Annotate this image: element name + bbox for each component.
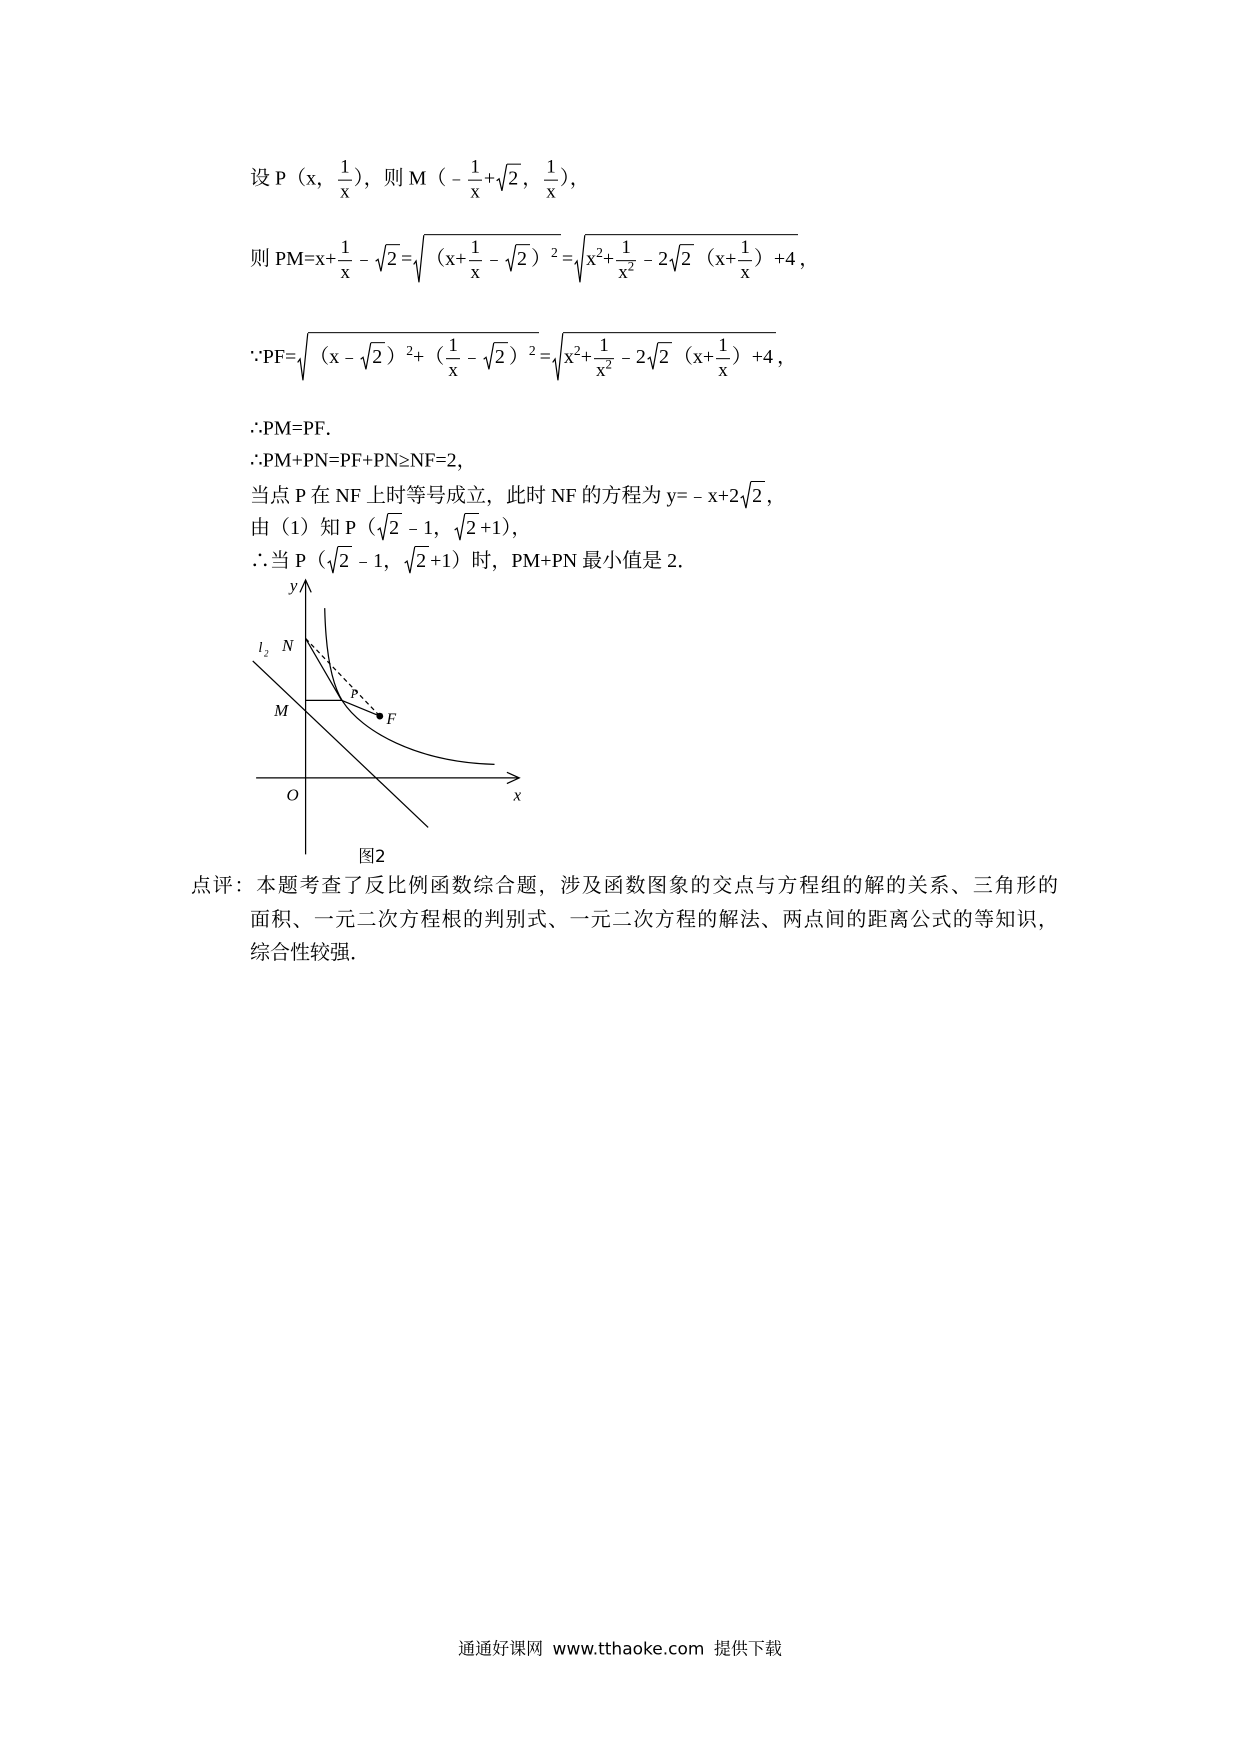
- math-text: 2: [372, 346, 383, 369]
- math-text: 由（1）知 P（: [250, 517, 377, 539]
- math-text: x: [448, 360, 458, 381]
- label-l: l: [258, 639, 263, 656]
- math-text: （x+: [672, 346, 715, 369]
- radical-sign: [454, 513, 465, 541]
- comment-label: 点评：: [191, 875, 257, 897]
- square-root: [360, 342, 385, 370]
- math-text: x: [718, 360, 728, 381]
- math-text: 1: [340, 156, 350, 178]
- radicand: [386, 244, 400, 272]
- fraction: [544, 157, 558, 204]
- radical-icon: [375, 244, 386, 272]
- comment-line-2: [250, 907, 1058, 933]
- math-text: +: [580, 346, 592, 369]
- math-text: 2: [658, 346, 669, 369]
- math-text: 设 P（x，: [250, 167, 337, 190]
- square-root: [454, 513, 479, 541]
- radicand: [751, 481, 765, 509]
- radical-icon: [360, 342, 371, 370]
- fraction-denominator: [338, 181, 352, 204]
- math-text: +: [602, 248, 615, 271]
- fraction-numerator: [468, 157, 482, 181]
- square-root: [740, 481, 765, 509]
- math-text: （x﹣: [309, 346, 360, 369]
- math-text: ），则 M（﹣: [353, 167, 467, 190]
- fraction-numerator: [544, 157, 558, 181]
- fraction-denominator: [738, 261, 752, 284]
- figure-2-graph: [247, 571, 534, 869]
- fraction: [338, 237, 352, 284]
- math-text: x: [340, 262, 350, 283]
- math-text: =: [561, 248, 574, 271]
- fraction: [338, 157, 352, 204]
- radicand: [388, 513, 402, 541]
- math-text: x: [470, 181, 480, 203]
- math-text: ）+4: [731, 346, 773, 369]
- square-root: [377, 513, 402, 541]
- radical-sign: [505, 244, 516, 272]
- math-text: +（: [413, 346, 445, 369]
- math-text: 1: [546, 156, 556, 178]
- square-root: [505, 244, 530, 272]
- math-text: 1: [621, 237, 631, 259]
- math-text: 2: [517, 248, 528, 271]
- fraction-numerator: [446, 335, 460, 359]
- fraction: [616, 237, 636, 284]
- math-text: ﹣2: [638, 248, 669, 271]
- math-text: ∴当 P（: [250, 550, 327, 572]
- square-root: [327, 546, 352, 574]
- radical-icon: [740, 481, 751, 509]
- math-text: ）: [508, 346, 529, 369]
- math-text: ，: [777, 346, 797, 369]
- square-root: [413, 234, 561, 284]
- label-x: x: [513, 785, 522, 805]
- fraction-denominator: [594, 356, 614, 382]
- radicand: [308, 332, 538, 382]
- comment-line-3: [250, 940, 370, 966]
- label-p: P: [350, 687, 359, 702]
- math-text: ﹣1，: [403, 517, 454, 539]
- line-l2: [253, 661, 428, 827]
- radical-sign: [574, 234, 585, 284]
- radical-sign: [740, 481, 751, 509]
- fraction-denominator: [616, 258, 636, 284]
- radicand: [494, 342, 508, 370]
- radicand: [371, 342, 385, 370]
- math-text: 1: [599, 335, 609, 357]
- radical-sign: [669, 244, 680, 272]
- radical-icon: [483, 342, 494, 370]
- math-text: ﹣1，: [353, 550, 404, 572]
- superscript: 2: [596, 244, 603, 260]
- math-text: ，: [522, 167, 543, 190]
- math-text: 2: [339, 550, 350, 572]
- math-text: 2: [508, 167, 519, 190]
- label-l-subscript: 2: [263, 648, 269, 659]
- math-text: 则 PM=x+: [250, 248, 337, 271]
- radical-icon: [413, 234, 424, 284]
- radical-icon: [505, 244, 516, 272]
- superscript: 2: [627, 258, 635, 274]
- math-text: x: [340, 181, 350, 203]
- math-text: 2: [386, 248, 397, 271]
- math-text: ∴PM+PN=PF+PN≥NF=2，: [250, 449, 477, 472]
- comment-text: 综合性较强．: [250, 942, 370, 964]
- fraction-denominator: [468, 181, 482, 204]
- math-text: ﹣: [461, 346, 482, 369]
- radicand: [585, 234, 798, 284]
- solution-line-1: [250, 157, 590, 204]
- segment-nf-dashed: [306, 638, 380, 716]
- label-y: y: [289, 576, 298, 596]
- math-text: ∴PM=PF．: [250, 417, 346, 440]
- fraction-numerator: [338, 157, 352, 181]
- solution-line-8: [250, 546, 697, 574]
- radical-sign: [377, 513, 388, 541]
- math-text: 1: [470, 156, 480, 178]
- math-text: 2: [681, 248, 692, 271]
- math-text: ），: [559, 167, 590, 190]
- radicand: [563, 332, 776, 382]
- math-text: 1: [718, 335, 728, 357]
- math-text: ﹣2: [615, 346, 646, 369]
- math-text: x: [618, 262, 628, 283]
- superscript: 2: [528, 342, 536, 358]
- radicand: [465, 513, 479, 541]
- radical-icon: [552, 332, 563, 382]
- fraction-numerator: [738, 237, 752, 261]
- radical-sign: [404, 546, 415, 574]
- math-text: 2: [389, 517, 400, 539]
- point-f: [376, 713, 383, 720]
- square-root: [574, 234, 798, 284]
- fraction-denominator: [544, 181, 558, 204]
- radical-sign: [327, 546, 338, 574]
- math-text: =: [400, 248, 413, 271]
- solution-line-3: [250, 332, 797, 382]
- solution-line-4: [250, 417, 345, 442]
- solution-line-7: [250, 513, 531, 541]
- square-root: [404, 546, 429, 574]
- fraction-numerator: [338, 237, 352, 261]
- fraction: [716, 335, 730, 382]
- fraction: [594, 335, 614, 382]
- square-root: [552, 332, 776, 382]
- radicand: [658, 342, 672, 370]
- figure-caption: 图2: [358, 846, 386, 867]
- superscript: 2: [605, 356, 612, 372]
- math-text: ﹣: [353, 248, 374, 271]
- math-text: x: [586, 248, 597, 271]
- math-text: 2: [416, 550, 427, 572]
- math-text: ）+4: [753, 248, 796, 271]
- radical-sign: [483, 342, 494, 370]
- radicand: [338, 546, 352, 574]
- radical-icon: [297, 332, 308, 382]
- fraction-denominator: [716, 359, 730, 382]
- fraction: [446, 335, 460, 382]
- math-text: 2: [494, 346, 505, 369]
- math-text: x: [546, 181, 556, 203]
- radicand: [680, 244, 694, 272]
- radical-icon: [669, 244, 680, 272]
- radical-icon: [496, 164, 507, 192]
- solution-line-5: [250, 449, 477, 474]
- radical-sign: [360, 342, 371, 370]
- square-root: [669, 244, 694, 272]
- radical-icon: [404, 546, 415, 574]
- superscript: 2: [551, 244, 558, 260]
- radical-sign: [647, 342, 658, 370]
- square-root: [496, 164, 521, 192]
- math-text: +1），: [480, 517, 532, 539]
- radicand: [415, 546, 429, 574]
- square-root: [297, 332, 538, 382]
- math-text: 2: [752, 485, 763, 507]
- radical-sign: [413, 234, 424, 284]
- square-root: [375, 244, 400, 272]
- radical-icon: [574, 234, 585, 284]
- math-text: 2: [466, 517, 477, 539]
- fraction: [469, 237, 483, 284]
- math-text: 1: [340, 237, 350, 259]
- math-text: ，: [766, 485, 787, 507]
- fraction-denominator: [469, 261, 483, 284]
- label-n: N: [281, 635, 294, 655]
- math-text: ∵PF=: [250, 346, 297, 369]
- label-f: F: [386, 710, 397, 728]
- comment-line-1: [191, 873, 1058, 899]
- solution-line-6: [250, 481, 786, 509]
- fraction: [738, 237, 752, 284]
- fraction-numerator: [469, 237, 483, 261]
- radicand: [507, 164, 521, 192]
- math-text: ﹣: [484, 248, 505, 271]
- fraction-denominator: [446, 359, 460, 382]
- radical-icon: [647, 342, 658, 370]
- math-text: x: [563, 346, 574, 369]
- radical-sign: [297, 332, 308, 382]
- math-text: （x+: [695, 248, 737, 271]
- radical-icon: [454, 513, 465, 541]
- radical-sign: [375, 244, 386, 272]
- radicand: [516, 244, 530, 272]
- math-text: x: [595, 360, 606, 381]
- math-text: ，: [799, 248, 820, 271]
- label-m: M: [274, 701, 289, 721]
- fraction: [468, 157, 482, 204]
- square-root: [483, 342, 508, 370]
- solution-line-2: [250, 234, 819, 284]
- label-o: O: [286, 785, 299, 805]
- superscript: 2: [406, 342, 414, 358]
- math-text: +: [483, 167, 496, 190]
- fraction-denominator: [338, 261, 352, 284]
- math-text: x: [740, 262, 750, 283]
- comment-text: 面积、一元二次方程根的判别式、一元二次方程的解法、两点间的距离公式的等知识，: [250, 909, 1058, 931]
- math-text: x: [470, 262, 481, 283]
- radicand: [424, 234, 561, 284]
- math-text: ）: [386, 346, 407, 369]
- radical-sign: [552, 332, 563, 382]
- math-text: （x+: [425, 248, 467, 271]
- math-text: +1）时，PM+PN 最小值是 2．: [430, 550, 698, 572]
- square-root: [647, 342, 672, 370]
- fraction-numerator: [716, 335, 730, 359]
- math-text: 1: [448, 335, 458, 357]
- segment-np: [306, 638, 342, 700]
- superscript: 2: [573, 342, 581, 358]
- comment-text: 本题考查了反比例函数综合题，涉及函数图象的交点与方程组的解的关系、三角形的: [256, 875, 1059, 897]
- radical-icon: [377, 513, 388, 541]
- radical-icon: [327, 546, 338, 574]
- math-text: =: [539, 346, 551, 369]
- radical-sign: [496, 164, 507, 192]
- math-text: 1: [740, 237, 750, 259]
- math-text: 当点 P 在 NF 上时等号成立，此时 NF 的方程为 y=﹣x+2: [250, 485, 740, 507]
- math-text: ）: [531, 248, 552, 271]
- math-text: 1: [470, 237, 481, 259]
- footer-credit: 通通好课网 www.tthaoke.com 提供下载: [458, 1639, 782, 1660]
